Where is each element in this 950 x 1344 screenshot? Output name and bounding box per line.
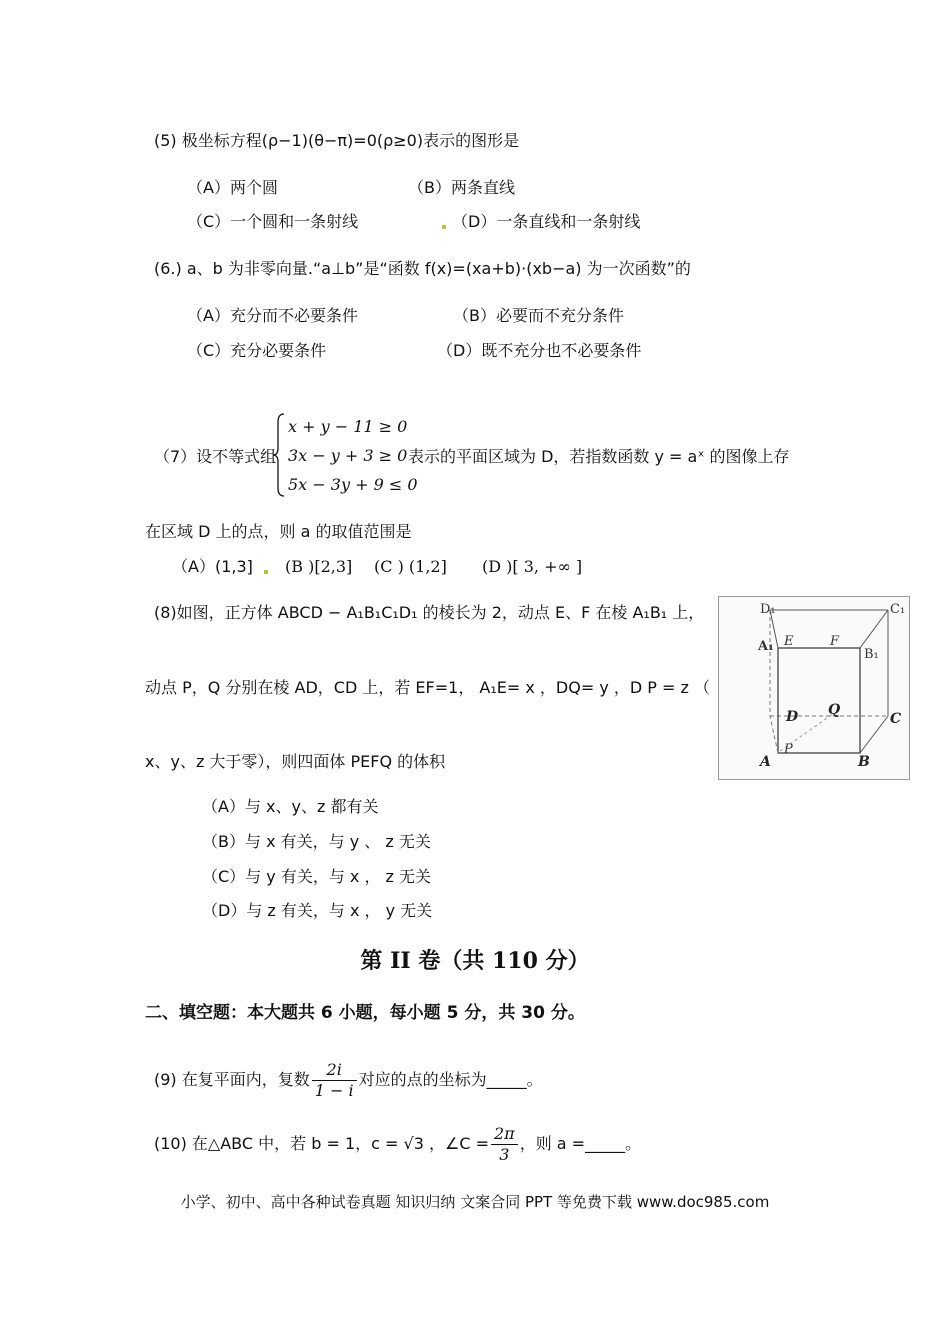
q6-stem: (6.) a、b 为非零向量.“a⊥b”是“函数 f(x)=(xa+b)·(xb−a) 为一次函数”的 <box>154 259 691 278</box>
label-a1: A₁ <box>758 639 774 654</box>
section2-heading: 二、填空题：本大题共 6 小题，每小题 5 分，共 30 分。 <box>145 1003 585 1023</box>
label-e: E <box>784 634 794 649</box>
q5-stem: (5) 极坐标方程(ρ−1)(θ−π)=0(ρ≥0)表示的图形是 <box>154 131 520 150</box>
q5-option-b: （B）两条直线 <box>408 178 515 197</box>
q7-inequality-2: 3x − y + 3 ≥ 0 <box>288 446 408 465</box>
q9-fraction <box>312 1060 357 1101</box>
q7-inequality-3: 5x − 3y + 9 ≤ 0 <box>288 475 418 494</box>
q9 <box>154 1058 543 1102</box>
label-b: B <box>858 754 870 770</box>
q8-line1: (8)如图，正方体 ABCD − A₁B₁C₁D₁ 的棱长为 2，动点 E、F 在棱 A₁B₁ 上， <box>154 603 705 622</box>
q6-option-c: （C）充分必要条件 <box>187 341 327 360</box>
q9-numerator: 2i <box>312 1060 357 1081</box>
q8-line2: 动点 P，Q 分别在棱 AD，CD 上，若 EF=1， A₁E= x ，DQ= y ，D P = z （ <box>145 678 711 697</box>
q10-denominator: 3 <box>499 1145 510 1164</box>
label-b1: B₁ <box>864 647 879 662</box>
q8-option-c: （C）与 y 有关，与 x ， z 无关 <box>202 867 432 886</box>
q10-prefix: (10) 在△ABC 中，若 b = 1，c = √3 ，∠C = <box>154 1134 489 1153</box>
q10-numerator: 2π <box>491 1124 518 1145</box>
q9-suffix: 对应的点的坐标为_____。 <box>358 1070 543 1089</box>
q7-suffix: 表示的平面区域为 D，若指数函数 y = aˣ 的图像上存 <box>408 447 790 466</box>
q8-option-d: （D）与 z 有关，与 x ， y 无关 <box>202 901 433 920</box>
q7-prefix: （7）设不等式组 <box>154 447 277 466</box>
q6-option-b: （B）必要而不充分条件 <box>453 306 624 325</box>
part2-title: 第 II 卷（共 110 分） <box>360 948 590 974</box>
label-p: P <box>784 742 793 757</box>
decor-dot <box>436 216 452 236</box>
page-footer: 小学、初中、高中各种试卷真题 知识归纳 文案合同 PPT 等免费下载 www.doc985.com <box>180 1193 770 1211</box>
label-c: C <box>890 711 902 727</box>
q10 <box>154 1122 641 1166</box>
q10-fraction <box>491 1124 518 1165</box>
system-brace <box>272 412 286 498</box>
q8-option-b: （B）与 x 有关，与 y 、 z 无关 <box>202 832 431 851</box>
q6-option-d: （D）既不充分也不必要条件 <box>437 341 642 360</box>
q5-option-a: （A）两个圆 <box>187 178 278 197</box>
q7-option-c: (C ) (1,2] <box>374 557 447 576</box>
label-q: Q <box>828 702 841 718</box>
q10-suffix: ，则 a =_____。 <box>519 1134 642 1153</box>
q5-option-c: （C）一个圆和一条射线 <box>187 212 359 231</box>
q8-option-a: （A）与 x、y、z 都有关 <box>202 797 379 816</box>
label-d: D <box>786 709 799 725</box>
q7-option-b: (B )[2,3] <box>285 557 353 576</box>
label-a: A <box>760 754 771 770</box>
q9-denominator: 1 − i <box>314 1081 354 1100</box>
q9-prefix: (9) 在复平面内，复数 <box>154 1070 310 1089</box>
q8-line3: x、y、z 大于零），则四面体 PEFQ 的体积 <box>145 752 446 771</box>
label-f: F <box>830 634 840 649</box>
q7-line2: 在区域 D 上的点，则 a 的取值范围是 <box>145 522 412 541</box>
q7-inequality-1: x + y − 11 ≥ 0 <box>288 417 408 436</box>
cube-figure <box>718 596 910 780</box>
q7-option-a: （A）(1,3] <box>172 557 253 576</box>
decor-dot <box>258 561 274 581</box>
q7-option-d: (D )[ 3, +∞ ] <box>482 557 583 576</box>
label-c1: C₁ <box>890 602 906 617</box>
q6-option-a: （A）充分而不必要条件 <box>187 306 358 325</box>
label-d1: D₁ <box>760 602 776 617</box>
q5-option-d: （D）一条直线和一条射线 <box>452 212 641 231</box>
